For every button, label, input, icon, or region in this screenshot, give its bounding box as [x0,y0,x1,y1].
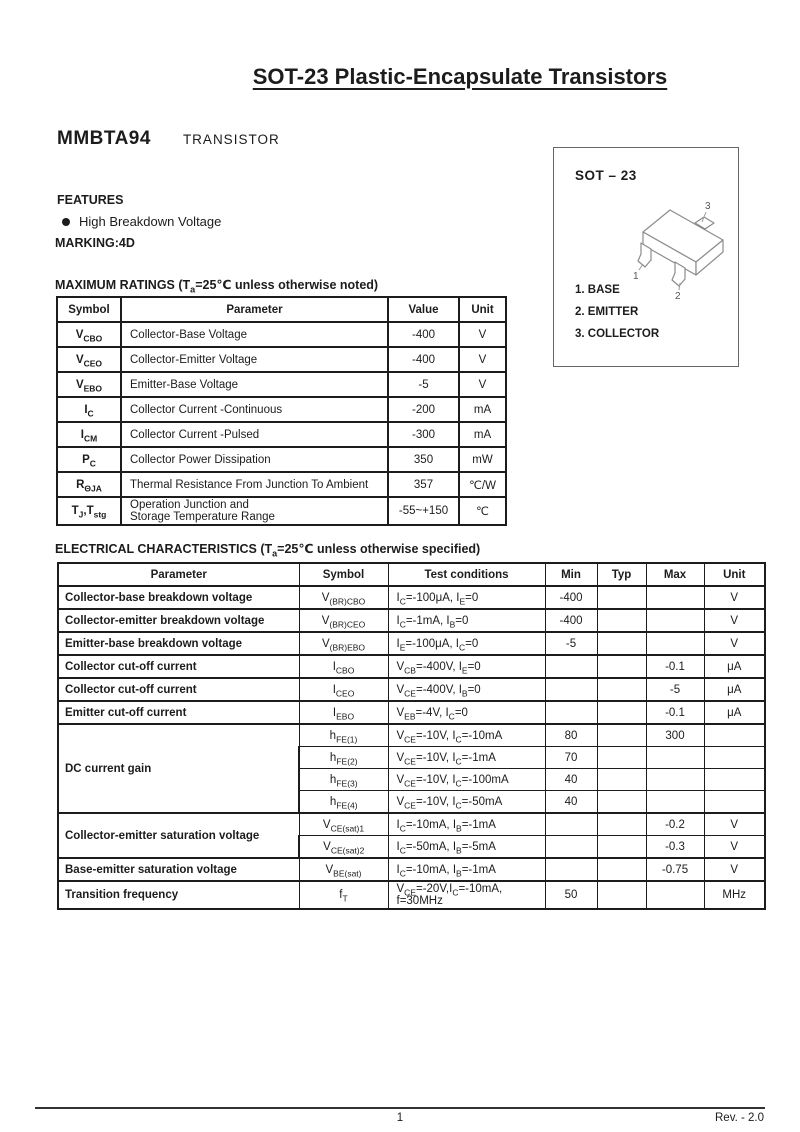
pin-2-label: 2. EMITTER [575,306,639,318]
column-header: Max [646,563,704,586]
pin-3-label: 3. COLLECTOR [575,328,660,340]
cell-param: Emitter-base breakdown voltage [58,632,299,655]
cell-min: -5 [545,632,597,655]
cell-unit [704,791,765,814]
cell-symbol: $V_{CE(sat)2}$ [299,836,388,859]
table-row [58,813,765,836]
cell-param: Collector-emitter breakdown voltage [58,609,299,632]
table-row [58,881,765,909]
table-row [58,724,765,747]
cell-unit: V [704,836,765,859]
maximum-ratings-table [56,296,507,526]
cell-unit [704,724,765,747]
cell-min: 70 [545,747,597,769]
cell-value: -200 [388,397,459,422]
drawing-pin2-number: 2 [675,291,681,302]
table-row [58,858,765,881]
cell-value: 357 [388,472,459,497]
package-outline-box [553,147,739,367]
cell-typ [597,724,646,747]
cell-min: -400 [545,586,597,609]
cell-typ [597,836,646,859]
cell-unit: μA [704,655,765,678]
cell-symbol: $f_T$ [299,881,388,909]
cell-value: -400 [388,347,459,372]
table-row [57,347,506,372]
table-row [57,422,506,447]
cell-unit: V [704,813,765,836]
cell-symbol: $I_{CEO}$ [299,678,388,701]
cell-cond: $V_{CE}=-10V$, $I_C=-1mA$ [388,747,545,769]
cell-cond: $I_C=-10mA$, $I_B=-1mA$ [388,813,545,836]
table-row [58,678,765,701]
cell-symbol: $V_{(BR)EBO}$ [299,632,388,655]
cell-unit: V [704,858,765,881]
cell-param: Collector Power Dissipation [121,447,388,472]
cell-cond: $I_E=-100\mu A$, $I_C=0$ [388,632,545,655]
pin-1-label: 1. BASE [575,284,620,296]
cell-max [646,791,704,814]
cell-param: Emitter cut-off current [58,701,299,724]
cell-max [646,609,704,632]
cell-max [646,881,704,909]
cell-min [545,701,597,724]
cell-unit: mA [459,422,506,447]
cell-symbol: $P_C$ [57,447,121,472]
cell-typ [597,655,646,678]
cell-value: -300 [388,422,459,447]
column-header: Typ [597,563,646,586]
cell-param: Collector Current -Pulsed [121,422,388,447]
cell-symbol: $V_{BE(sat)}$ [299,858,388,881]
cell-min: 40 [545,791,597,814]
cell-symbol: $V_{CE(sat)1}$ [299,813,388,836]
cell-value: -400 [388,322,459,347]
cell-param: Thermal Resistance From Junction To Ambient [121,472,388,497]
cell-symbol: $h_{FE(3)}$ [299,769,388,791]
footer-revision: Rev. - 2.0 [715,1112,764,1124]
cell-unit [704,747,765,769]
cell-max: -5 [646,678,704,701]
table-row [57,472,506,497]
electrical-characteristics-table [57,562,766,910]
cell-typ [597,747,646,769]
cell-symbol: $I_{EBO}$ [299,701,388,724]
bullet-icon [62,218,70,226]
cell-cond: $I_C=-10mA$, $I_B=-1mA$ [388,858,545,881]
maximum-ratings-header [57,297,506,322]
cell-typ [597,701,646,724]
column-header: Unit [704,563,765,586]
cell-cond: $V_{CE}=-10V$, $I_C=-100mA$ [388,769,545,791]
column-header: Min [545,563,597,586]
cell-min: -400 [545,609,597,632]
cell-typ [597,813,646,836]
cell-symbol: $I_{CBO}$ [299,655,388,678]
cell-max: -0.3 [646,836,704,859]
cell-param: Collector Current -Continuous [121,397,388,422]
cell-symbol: $h_{FE(2)}$ [299,747,388,769]
electrical-characteristics-body [58,586,765,909]
cell-symbol: $h_{FE(4)}$ [299,791,388,814]
column-header: Value [388,297,459,322]
cell-typ [597,881,646,909]
cell-min: 50 [545,881,597,909]
features-heading: FEATURES [57,193,124,207]
cell-min [545,813,597,836]
cell-max [646,747,704,769]
column-header: Parameter [58,563,299,586]
cell-param: Collector-Emitter Voltage [121,347,388,372]
cell-symbol: $V_{(BR)CBO}$ [299,586,388,609]
cell-max: -0.2 [646,813,704,836]
table-row [57,322,506,347]
column-header: Symbol [299,563,388,586]
cell-unit: V [459,322,506,347]
cell-typ [597,678,646,701]
table-row [57,297,506,322]
electrical-characteristics-header [58,563,765,586]
cell-symbol: $I_{CM}$ [57,422,121,447]
cell-typ [597,586,646,609]
cell-symbol: $I_C$ [57,397,121,422]
cell-symbol: $R_{\Theta JA}$ [57,472,121,497]
cell-min [545,836,597,859]
cell-unit: V [704,632,765,655]
cell-symbol: $T_J,T_{stg}$ [57,497,121,525]
cell-param: Emitter-Base Voltage [121,372,388,397]
cell-max [646,769,704,791]
table-row [58,609,765,632]
cell-param: Collector cut-off current [58,678,299,701]
part-number: MMBTA94 [57,128,151,149]
cell-cond: $I_C=-1mA$, $I_B=0$ [388,609,545,632]
cell-unit: V [459,372,506,397]
cell-symbol: $V_{CEO}$ [57,347,121,372]
part-type-label: TRANSISTOR [182,132,280,147]
table-row [58,655,765,678]
cell-cond: $V_{EB}=-4V$, $I_C=0$ [388,701,545,724]
cell-unit: μA [704,678,765,701]
cell-typ [597,609,646,632]
product-line [57,128,280,150]
cell-cond: $I_C=-100\mu A$, $I_E=0$ [388,586,545,609]
cell-symbol: $V_{(BR)CEO}$ [299,609,388,632]
cell-param: Collector cut-off current [58,655,299,678]
drawing-pin1-number: 1 [633,271,639,282]
cell-value: 350 [388,447,459,472]
table-row [58,701,765,724]
cell-max: -0.75 [646,858,704,881]
table-row [58,563,765,586]
cell-unit: ℃/W [459,472,506,497]
cell-min: 80 [545,724,597,747]
cell-param: Collector-Base Voltage [121,322,388,347]
column-header: Test conditions [388,563,545,586]
cell-cond: $V_{CE}=-400V$, $I_B=0$ [388,678,545,701]
cell-param: DC current gain [58,724,299,813]
cell-param: Collector-base breakdown voltage [58,586,299,609]
cell-cond: $V_{CE}=-10V$, $I_C=-10mA$ [388,724,545,747]
cell-typ [597,632,646,655]
cell-unit [704,769,765,791]
table-row [58,586,765,609]
column-header: Symbol [57,297,121,322]
table-row [57,497,506,525]
table-row [57,372,506,397]
cell-max: -0.1 [646,655,704,678]
cell-value: -5 [388,372,459,397]
cell-param: Collector-emitter saturation voltage [58,813,299,858]
electrical-characteristics-heading: ELECTRICAL CHARACTERISTICS ($T_a=25℃$ unless otherwise specified) [55,542,481,559]
footer-divider [35,1107,765,1109]
cell-unit: μA [704,701,765,724]
column-header: Unit [459,297,506,322]
maximum-ratings-body [57,322,506,525]
feature-item [62,214,221,229]
cell-max [646,632,704,655]
cell-cond: $V_{CE}=-20V,I_C=-10mA$, f=30MHz [388,881,545,909]
column-header: Parameter [121,297,388,322]
page-title: SOT-23 Plastic-Encapsulate Transistors [252,64,668,89]
table-row [57,397,506,422]
drawing-pin3-number: 3 [705,201,711,212]
cell-param: Transition frequency [58,881,299,909]
cell-symbol: $h_{FE(1)}$ [299,724,388,747]
cell-symbol: $V_{CBO}$ [57,322,121,347]
cell-typ [597,769,646,791]
marking-label: MARKING:4D [55,236,135,250]
table-row [58,632,765,655]
footer-page-number: 1 [396,1112,404,1124]
cell-unit: ℃ [459,497,506,525]
maximum-ratings-heading: MAXIMUM RATINGS ($T_a=25℃$ unless otherwise noted) [55,278,379,295]
cell-unit: mA [459,397,506,422]
cell-unit: mW [459,447,506,472]
feature-text: High Breakdown Voltage [79,214,222,229]
cell-min [545,858,597,881]
cell-min [545,678,597,701]
cell-unit: V [704,586,765,609]
cell-symbol: $V_{EBO}$ [57,372,121,397]
table-row [57,447,506,472]
cell-param: Base-emitter saturation voltage [58,858,299,881]
cell-typ [597,791,646,814]
cell-unit: V [459,347,506,372]
cell-max [646,586,704,609]
cell-max: 300 [646,724,704,747]
cell-cond: $I_C=-50mA$, $I_B=-5mA$ [388,836,545,859]
cell-typ [597,858,646,881]
cell-unit: MHz [704,881,765,909]
cell-param: Operation Junction and Storage Temperature Range [121,497,388,525]
cell-min [545,655,597,678]
cell-value: -55~+150 [388,497,459,525]
cell-cond: $V_{CB}=-400V$, $I_E=0$ [388,655,545,678]
cell-cond: $V_{CE}=-10V$, $I_C=-50mA$ [388,791,545,814]
cell-max: -0.1 [646,701,704,724]
package-name: SOT – 23 [575,168,637,183]
cell-unit: V [704,609,765,632]
pin-assignment-list [575,279,659,345]
cell-min: 40 [545,769,597,791]
